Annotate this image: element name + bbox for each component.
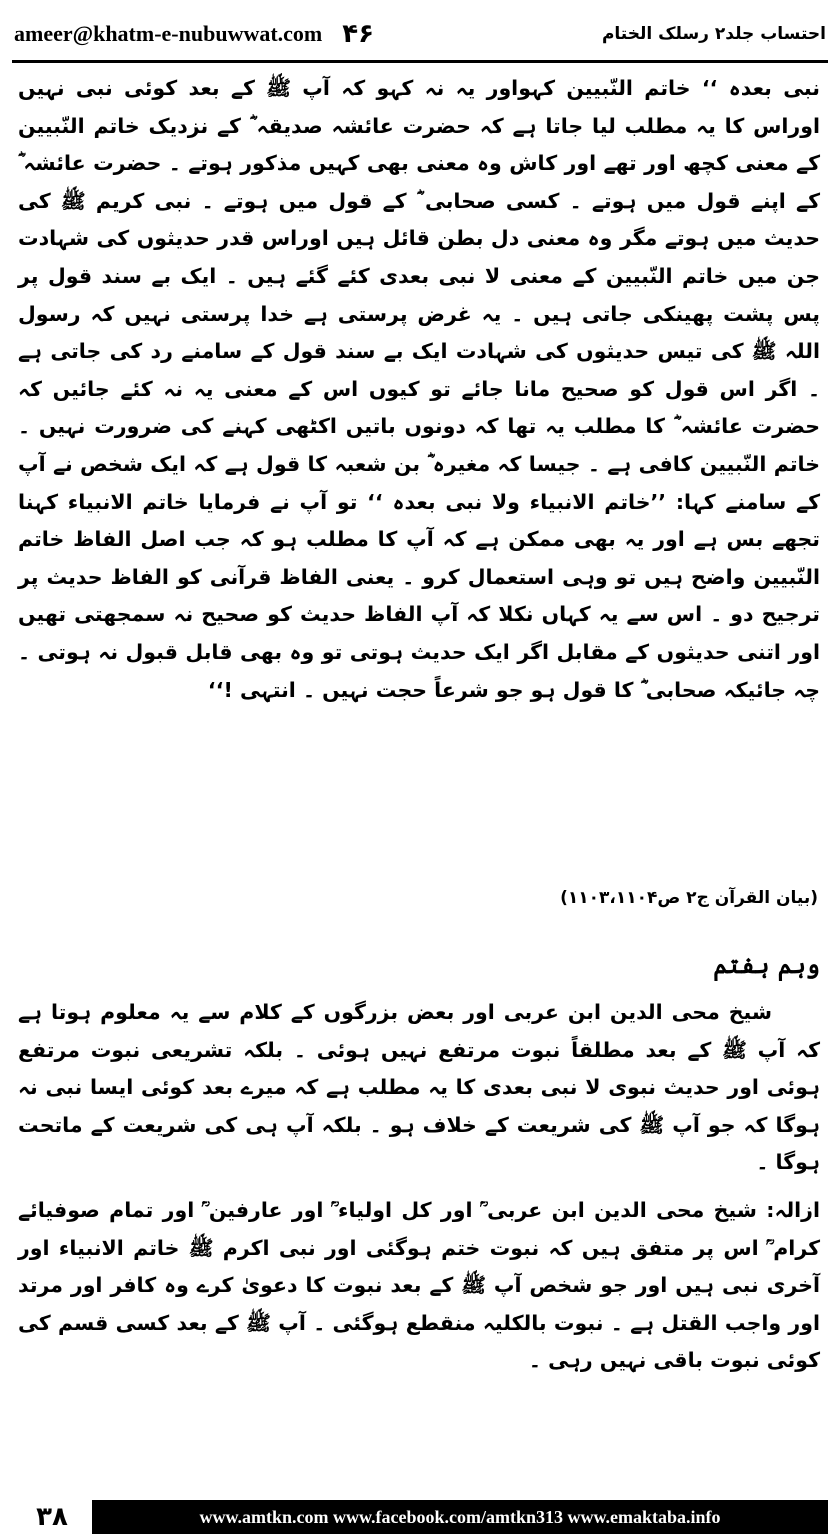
header-rule (12, 60, 828, 63)
paragraph-claim: شیخ محی الدین ابن عربی اور بعض بزرگوں کے کلام سے یہ معلوم ہوتا ہے کہ آپ ﷺ کے بعد مطلقاً نبوت مرتفع نہیں ہوئی ۔ بلکہ تشریعی نبوت مرتفع ہوئی اور حدیث نبوی لا نبی بعدی کا یہ مطلب ہے کہ میرے بعد کوئی ایسا نبی نہ ہوگا کہ جو آپ ﷺ کی شریعت کے خلاف ہو ۔ بلکہ آپ ہی کی شریعت کے ماتحت ہوگا ۔ (18, 1000, 820, 1174)
page-footer (12, 1500, 828, 1534)
header-left-group (14, 19, 374, 49)
refutation-text: شیخ محی الدین ابن عربی ؒ اور کل اولیاء ؒ اور عارفین ؒ اور تمام صوفیائے کرام ؒ اس پر متفق ہیں کہ نبوت ختم ہوگئی اور نبی اکرم ﷺ خاتم الانبیاء اور آخری نبی ہیں اور جو شخص آپ ﷺ کے بعد نبوت کا دعویٰ کرے وہ کافر اور مرتد اور واجب القتل ہے ۔ نبوت بالکلیہ منقطع ہوگئی ۔ آپ ﷺ کے بعد کسی قسم کی کوئی نبوت باقی نہیں رہی ۔ (18, 1198, 820, 1372)
refutation-label: ازالہ: (766, 1198, 821, 1222)
header-email: ameer@khatm-e-nubuwwat.com (14, 21, 323, 46)
source-citation: (بیان القرآن ج۲ ص۱۱۰۳،۱۱۰۴) (560, 888, 818, 908)
paragraph-refutation (18, 1192, 820, 1380)
footer-links: www.amtkn.com www.facebook.com/amtkn313 www.emaktaba.info (92, 1500, 828, 1534)
footer-page-number: ۳۸ (36, 1502, 68, 1532)
header-book-title: احتساب جلد۲ رسلک الختام (601, 24, 826, 44)
paragraph-quote: نبی بعدہ ‘‘ خاتم النّبیین کہواور یہ نہ کہو کہ آپ ﷺ کے بعد کوئی نبی نہیں اوراس کا یہ مطلب لیا جاتا ہے کہ حضرت عائشہ صدیقہ ؓ کے نزدیک خاتم النّبیین کے معنی کچھ اور تھے اور کاش وہ معنی بھی کہیں مذکور ہوتے ۔ حضرت عائشہ ؓ کے اپنے قول میں ہوتے ۔ کسی صحابی ؓ کے قول میں ہوتے ۔ نبی کریم ﷺ کی حدیث میں ہوتے مگر وہ معنی دل بطن قائل ہیں اوراس قدر حدیثوں کی شہادت جن میں خاتم النّبیین کے معنی لا نبی بعدی کئے گئے ہیں ۔ ایک بے سند قول پر پس پشت پھینکی جاتی ہیں ۔ یہ غرض پرستی ہے خدا پرستی نہیں کہ رسول اللہ ﷺ کی تیس حدیثوں کی شہادت ایک بے سند قول کے سامنے رد کی جاتی ہے ۔ اگر اس قول کو صحیح مانا جائے تو کیوں اس کے معنی یہ نہ کئے جائیں کہ حضرت عائشہ ؓ کا مطلب یہ تھا کہ دونوں باتیں اکٹھی کہنے کی ضرورت نہیں ۔ خاتم النّبیین کافی ہے ۔ جیسا کہ مغیرہ ؓ بن شعبہ کا قول ہے کہ ایک شخص نے آپ کے سامنے کہا: ’’خاتم الانبیاء ولا نبی بعدہ ‘‘ تو آپ نے فرمایا خاتم الانبیاء کہنا تجھے بس ہے اور یہ بھی ممکن ہے کہ آپ کا مطلب ہو کہ جب اصل الفاظ خاتم النّبیین واضح ہیں تو وہی استعمال کرو ۔ یعنی الفاظ قرآنی کو الفاظ حدیث پر ترجیح دو ۔ اس سے یہ کہاں نکلا کہ آپ الفاظ حدیث کو صحیح نہ سمجھتی تھیں اور اتنی حدیثوں کے مقابل اگر ایک حدیث ہوتی تو وہ بھی قابل قبول نہ ہوتی ۔ چہ جائیکہ صحابی ؓ کا قول ہو جو شرعاً حجت نہیں ۔ انتہی !‘‘ (18, 76, 820, 702)
header-page-number: ۴۶ (342, 19, 375, 49)
section-heading: وہم ہفتم (713, 950, 820, 979)
page-header (14, 8, 826, 60)
